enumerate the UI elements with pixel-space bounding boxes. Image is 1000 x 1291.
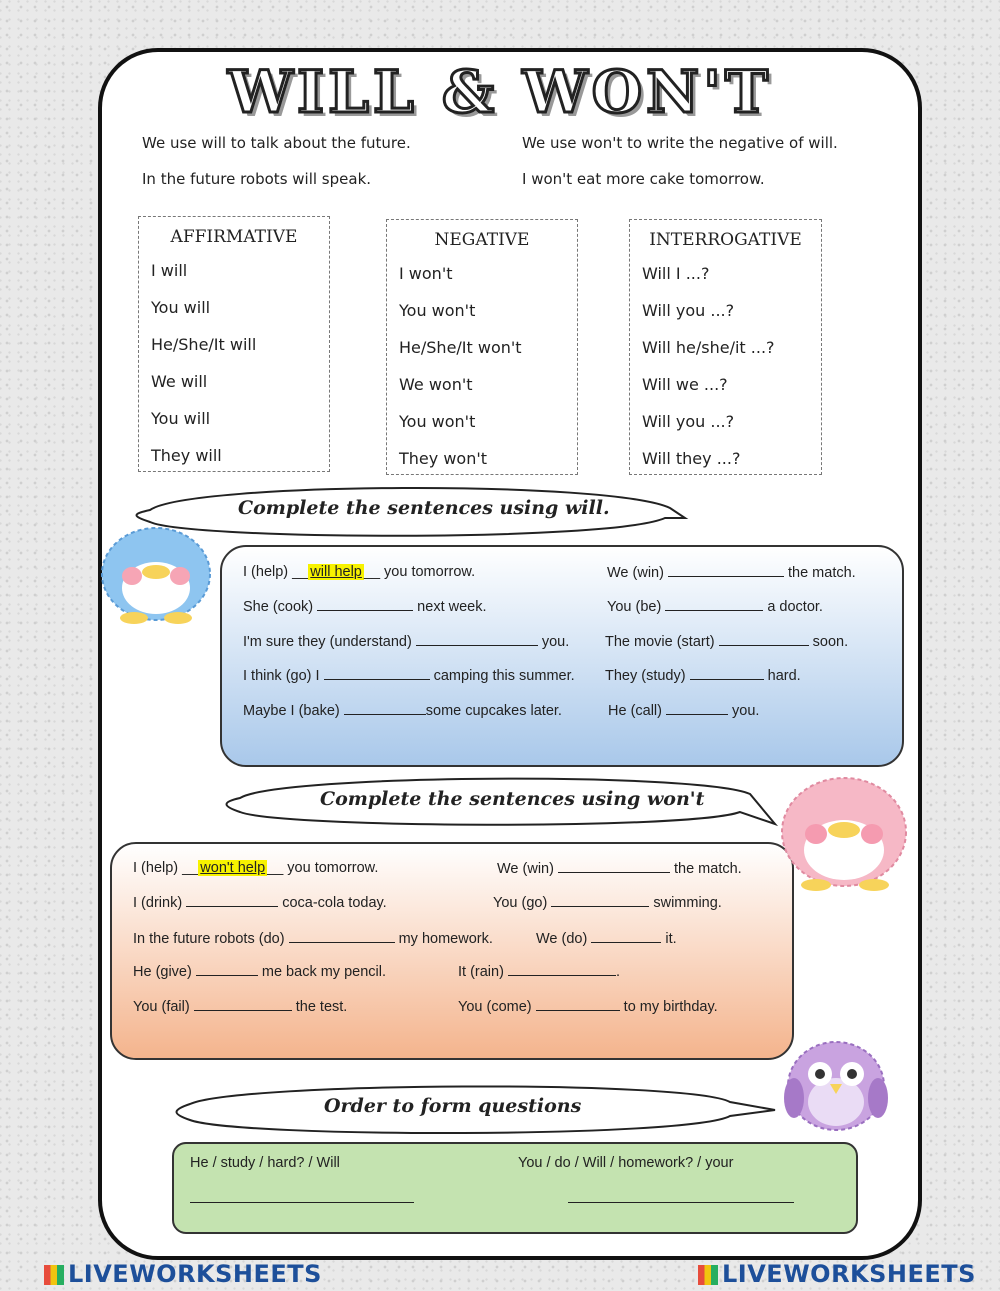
- purple-owl-icon: [780, 1036, 892, 1136]
- will-row-right: They (study) hard.: [605, 668, 801, 684]
- will-row-left: I'm sure they (understand) you.: [243, 634, 570, 650]
- answer-blank[interactable]: [289, 930, 395, 943]
- liveworksheets-icon: [44, 1265, 64, 1285]
- answer-blank[interactable]: [719, 633, 809, 646]
- answer-blank[interactable]: [666, 702, 728, 715]
- answer-blank[interactable]: [591, 930, 661, 943]
- negative-line: He/She/It won't: [399, 338, 522, 357]
- wont-row-left: In the future robots (do) my homework.: [133, 931, 493, 947]
- affirmative-line: They will: [151, 446, 222, 465]
- negative-line: You won't: [399, 412, 476, 431]
- interrogative-line: Will you ...?: [642, 301, 735, 320]
- will-row-left: I (help) __ will help __ you tomorrow.: [243, 564, 476, 580]
- will-row-right: You (be) a doctor.: [607, 599, 823, 615]
- will-row-left: Maybe I (bake) some cupcakes later.: [243, 703, 562, 719]
- intro-right-line2: I won't eat more cake tomorrow.: [522, 170, 765, 188]
- negative-line: They won't: [399, 449, 487, 468]
- interrogative-table: [629, 219, 822, 475]
- answer-line-1[interactable]: [190, 1202, 414, 1203]
- interrogative-line: Will you ...?: [642, 412, 735, 431]
- affirmative-line: He/She/It will: [151, 335, 257, 354]
- pink-penguin-icon: [770, 770, 918, 894]
- wont-row-right: You (come) to my birthday.: [458, 999, 718, 1015]
- answer-blank[interactable]: [508, 963, 616, 976]
- interrogative-heading: INTERROGATIVE: [649, 230, 802, 250]
- answer-blank[interactable]: [536, 998, 620, 1011]
- wont-row-right: We (win) the match.: [497, 861, 742, 877]
- intro-left-line2: In the future robots will speak.: [142, 170, 372, 188]
- negative-line: You won't: [399, 301, 476, 320]
- wont-row-left: He (give) me back my pencil.: [133, 964, 386, 980]
- interrogative-line: Will we ...?: [642, 375, 728, 394]
- instruction-order: Order to form questions: [324, 1095, 582, 1117]
- affirmative-line: You will: [151, 409, 211, 428]
- answer-blank[interactable]: [317, 598, 413, 611]
- instruction-will: Complete the sentences using will.: [238, 497, 610, 519]
- negative-line: We won't: [399, 375, 473, 394]
- negative-line: I won't: [399, 264, 453, 283]
- order-question-1: He / study / hard? / Will: [190, 1155, 340, 1171]
- will-row-right: We (win) the match.: [607, 565, 856, 581]
- answer-blank[interactable]: [665, 598, 763, 611]
- answer-blank[interactable]: [668, 564, 784, 577]
- affirmative-heading: AFFIRMATIVE: [170, 227, 298, 247]
- answer-will-help: will help: [310, 564, 362, 580]
- negative-table: [386, 219, 578, 475]
- will-row-right: The movie (start) soon.: [605, 634, 849, 650]
- wont-row-right: It (rain) .: [458, 964, 620, 980]
- wont-row-right: We (do) it.: [536, 931, 677, 947]
- footer-logo-right[interactable]: LIVEWORKSHEETS: [698, 1260, 976, 1288]
- wont-row-left: I (help) __ won't help __ you tomorrow.: [133, 860, 379, 876]
- answer-blank[interactable]: [344, 702, 426, 715]
- interrogative-line: Will they ...?: [642, 449, 741, 468]
- interrogative-line: Will he/she/it ...?: [642, 338, 775, 357]
- will-row-left: I think (go) I camping this summer.: [243, 668, 575, 684]
- intro-left-line1: We use will to talk about the future.: [142, 134, 411, 152]
- answer-blank[interactable]: [194, 998, 292, 1011]
- order-question-2: You / do / Will / homework? / your: [518, 1155, 734, 1171]
- will-row-left: She (cook) next week.: [243, 599, 487, 615]
- answer-blank[interactable]: [186, 894, 278, 907]
- affirmative-line: I will: [151, 261, 188, 280]
- affirmative-table: [138, 216, 330, 472]
- wont-row-left: You (fail) the test.: [133, 999, 348, 1015]
- answer-blank[interactable]: [558, 860, 670, 873]
- affirmative-line: We will: [151, 372, 208, 391]
- answer-line-2[interactable]: [568, 1202, 794, 1203]
- instruction-wont: Complete the sentences using won't: [320, 788, 705, 810]
- answer-blank[interactable]: [551, 894, 649, 907]
- answer-wont-help: won't help: [200, 860, 266, 876]
- page-title: WILL & WON'T: [227, 58, 773, 126]
- answer-blank[interactable]: [416, 633, 538, 646]
- interrogative-line: Will I ...?: [642, 264, 710, 283]
- answer-blank[interactable]: [196, 963, 258, 976]
- footer-logo-left[interactable]: LIVEWORKSHEETS: [44, 1260, 322, 1288]
- answer-blank[interactable]: [690, 667, 764, 680]
- answer-blank[interactable]: [324, 667, 430, 680]
- wont-row-left: I (drink) coca-cola today.: [133, 895, 387, 911]
- negative-heading: NEGATIVE: [434, 230, 530, 250]
- will-row-right: He (call) you.: [608, 703, 760, 719]
- affirmative-line: You will: [151, 298, 211, 317]
- liveworksheets-icon: [698, 1265, 718, 1285]
- blue-penguin-icon: [92, 518, 220, 626]
- intro-right-line1: We use won't to write the negative of will.: [522, 134, 838, 152]
- wont-row-right: You (go) swimming.: [493, 895, 722, 911]
